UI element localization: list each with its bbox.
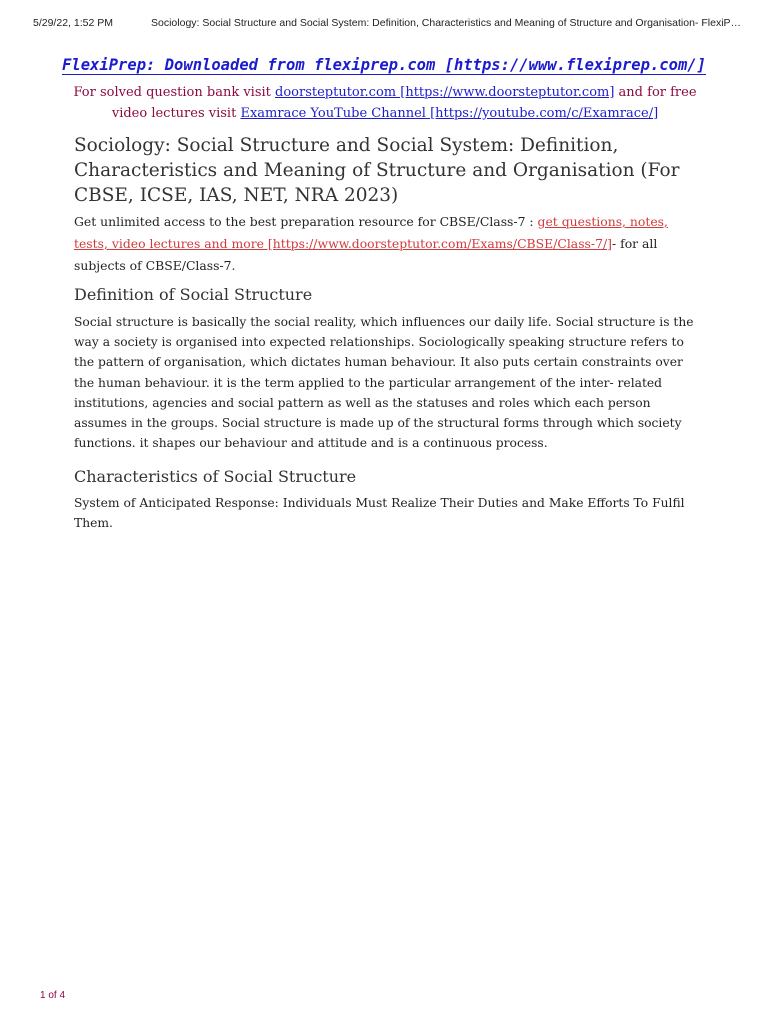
access-prefix: Get unlimited access to the best preparation resource for CBSE/Class-7 : [74,214,538,229]
access-suffix: - for all subjects of CBSE/Class-7. [74,236,658,273]
flexiprep-banner[interactable] [0,56,768,74]
class7-resources-link[interactable]: get questions, notes, tests, video lectures and more [https://www.doorsteptutor.com/Exams/CBSE/Class-7/] [74,214,668,251]
flexiprep-banner-link[interactable]: FlexiPrep: Downloaded from flexiprep.com [https://www.flexiprep.com/] [62,56,706,74]
print-date: 5/29/22, 1:52 PM [33,17,113,29]
page-title: Sociology: Social Structure and Social System: Definition, Characteristics and Meaning of Structure and Organisation (For CBSE, ICSE, IAS, NET, NRA 2023) [74,135,680,206]
doorsteptutor-link[interactable]: doorsteptutor.com [https://www.doorsteptutor.com] [275,85,615,100]
print-page-title: Sociology: Social Structure and Social System: Definition, Characteristics and Meaning of Structure and Organisation- FlexiP… [151,17,742,29]
promo-prefix: For solved question bank visit [73,85,276,100]
section-heading-characteristics: Characteristics of Social Structure [74,467,357,486]
examrace-youtube-link[interactable]: Examrace YouTube Channel [https://youtube.com/c/Examrace/] [240,106,659,121]
section-heading-definition: Definition of Social Structure [74,285,313,304]
promo-middle: and for free video lectures visit [111,85,697,121]
promo-text [60,82,710,124]
print-header [33,17,748,29]
section-body-characteristics: System of Anticipated Response: Individuals Must Realize Their Duties and Make Efforts To Fulfil Them. [74,496,685,531]
section-body-definition: Social structure is basically the social reality, which influences our daily life. Social structure is the way a society is organised into expected relationships. Sociologically speaking structure refers to the pattern of organisation, which dictates human behaviour. It also puts certain constraints over the human behaviour. it is the term applied to the particular arrangement of the inter- related institutions, agencies and social pattern as well as the statuses and roles which each person assumes in the groups. Social structure is made up of the structural forms through which society functions. it shapes our behaviour and attitude and is a continuous process. [74,315,694,451]
page-counter: 1 of 4 [40,990,66,1001]
access-notice [74,211,699,277]
